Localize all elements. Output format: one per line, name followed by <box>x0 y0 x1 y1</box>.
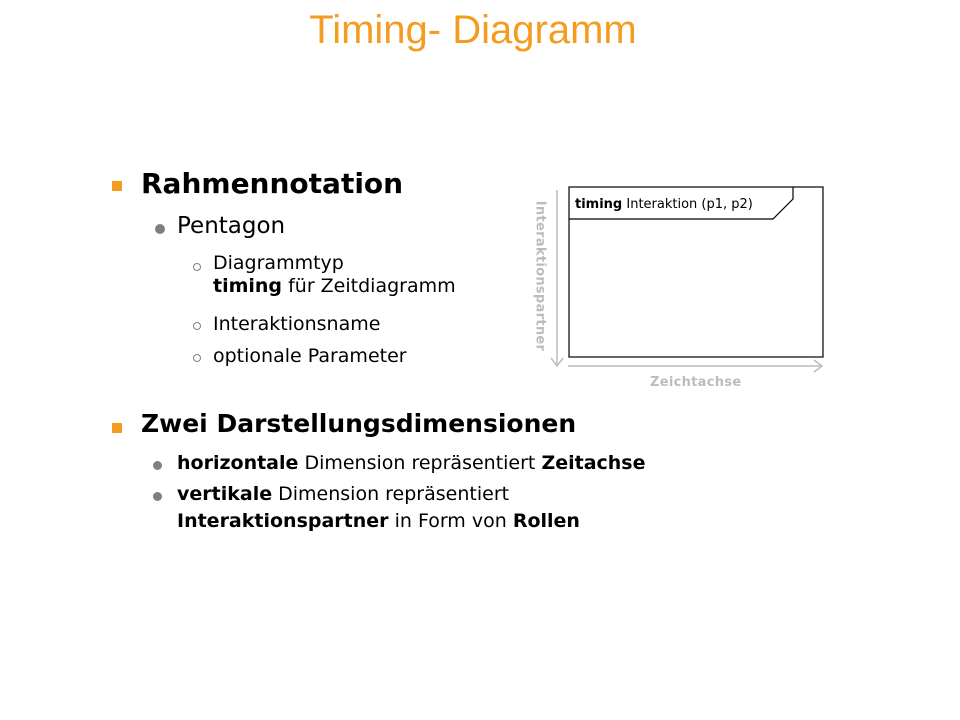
diagram-frame <box>569 187 823 357</box>
item-interaktionsname: Interaktionsname <box>213 313 381 335</box>
bold-interaktionspartner: Interaktionspartner <box>177 510 389 532</box>
frame-name: Interaktion (p1, p2) <box>622 197 753 212</box>
bold-zeitachse: Zeitachse <box>541 452 646 474</box>
bullet-horizontale-rest: Dimension repräsentiert <box>298 452 542 474</box>
frame-label <box>575 197 753 212</box>
bullet-vertikale-rest: Dimension repräsentiert <box>272 483 510 505</box>
frame-keyword: timing <box>575 197 623 212</box>
subheading-pentagon: Pentagon <box>177 213 286 239</box>
item-diagrammtyp-line1: Diagrammtyp <box>213 252 344 274</box>
bold-horizontale: horizontale <box>177 452 299 474</box>
vertical-axis-label: Interaktionspartner <box>532 200 548 352</box>
bold-vertikale: vertikale <box>177 483 273 505</box>
line2-rest: für Zeitdiagramm <box>282 275 456 297</box>
section-heading-darstellungsdimensionen: Zwei Darstellungsdimensionen <box>141 409 577 438</box>
bold-rollen: Rollen <box>512 510 580 532</box>
page-title: Timing- Diagramm <box>309 8 637 52</box>
horizontal-axis-label: Zeichtachse <box>650 375 742 390</box>
section-heading-rahmennotation: Rahmennotation <box>141 167 404 200</box>
item-optionale-parameter: optionale Parameter <box>213 345 407 367</box>
bullet-vertikale-line2-rest: in Form von <box>388 510 513 532</box>
keyword-timing: timing <box>213 275 283 297</box>
